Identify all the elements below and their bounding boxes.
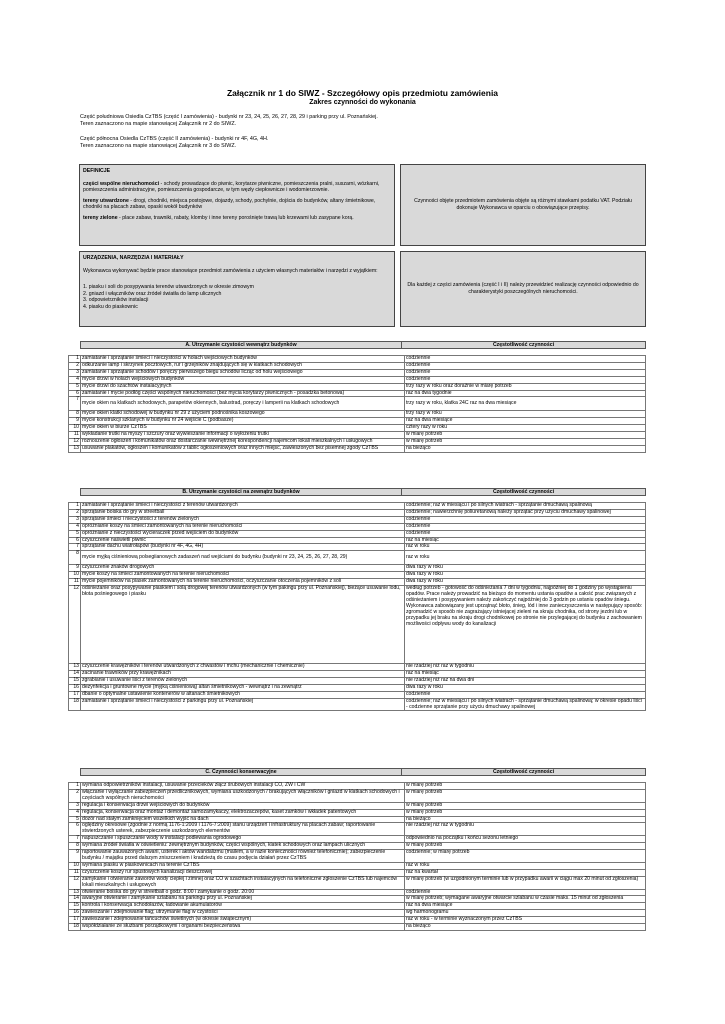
row-frequency: cztery razy w roku <box>405 425 646 432</box>
row-frequency: codziennie <box>405 530 646 537</box>
row-description: mycie drzwi do szachtów instalacyjnych <box>81 383 405 390</box>
row-frequency: w miarę potrzeb <box>405 843 646 850</box>
row-number: 6 <box>69 390 81 397</box>
table-row <box>69 397 646 411</box>
row-description: odśnieżanie oraz posypywanie piaskiem i solą drogowej terenów utwardzonych (w tym pakingu przy ul. Poznańskiej), bieżące usuwanie lodu, błota pośniegowego i piasku <box>81 586 405 664</box>
row-number: 7 <box>69 397 81 411</box>
row-description: regulacja, konserwacja oraz montaż i demontaż samozamykaczy, elektrozaczepów, kaset zamków i wkładek patentowych <box>81 809 405 816</box>
table-row <box>69 418 646 425</box>
row-description: czyszczenie krawężników i terenów utwardzonych z chwastów i mchu (mechanicznie i chemicznie) <box>81 664 405 671</box>
row-description: opróżnianie z nieczystości wycieraczek przed wejściem do budynków <box>81 530 405 537</box>
table-row <box>69 809 646 816</box>
row-frequency: w miarę potrzeb <box>405 802 646 809</box>
equipment-item: 4. piasku do piaskownic <box>83 303 138 310</box>
row-number: 4 <box>69 523 81 530</box>
section-c-title: C. Czynności konserwacyjne <box>81 769 402 775</box>
section-b-title: B. Utrzymanie czystości na zewnątrz budynków <box>81 489 402 495</box>
row-number: 11 <box>69 432 81 439</box>
row-number: 10 <box>69 862 81 869</box>
definition-term: tereny zielone <box>83 214 118 221</box>
row-frequency: trzy razy w roku oraz doraźnie w miarę potrzeb <box>405 383 646 390</box>
table-row <box>69 789 646 802</box>
row-number: 14 <box>69 670 81 677</box>
row-frequency: w miarę potrzeb (w uzgodnionym terminie lub w przypadku awarii w ciągu max 20 minut od zgłoszenia) <box>405 876 646 889</box>
row-description: kontrola i konserwacja schodołazów, ładowanie akumulatorów <box>81 903 405 910</box>
row-description: wymiana piasku w piaskownicach na terenie CzTBS <box>81 862 405 869</box>
row-frequency: nie rzadziej niż raz na dwa dni <box>405 677 646 684</box>
row-frequency: nie rzadziej niż raz w tygodniu <box>405 823 646 836</box>
row-number: 18 <box>69 698 81 711</box>
row-number: 13 <box>69 664 81 671</box>
row-number: 9 <box>69 565 81 572</box>
row-frequency: odpowiednio na początku i końcu sezonu letniego <box>405 836 646 843</box>
row-description: awaryjne otwieranie i zamykanie szlabanu na parkingu przy ul. Poznańskiej <box>81 896 405 903</box>
row-frequency: na bieżąco <box>405 924 646 931</box>
row-description: roznoszenie ogłoszeń i komunikatów oraz dostarczanie wewnętrznej korespondencji najemcom lokali mieszkalnych i usługowych <box>81 439 405 446</box>
row-description: opróżnianie koszy na śmieci zamontowanych na terenie nieruchomości <box>81 523 405 530</box>
row-frequency: w miarę potrzeb <box>405 439 646 446</box>
row-frequency: w miarę potrzeb <box>405 789 646 802</box>
equipment-item: 3. odpowietrzników instalacji <box>83 297 149 304</box>
definition-text: - place zabaw, trawniki, rabaty, klomby i inne tereny porośnięte trawą lub krzewami lub zasypane korą. <box>117 214 354 221</box>
definition-term: tereny utwardzone <box>83 197 129 204</box>
page-subtitle: Zakres czynności do wykonania <box>309 99 416 106</box>
row-description: mycie okien w biurze CzTBS <box>81 425 405 432</box>
intro-line: Teren zaznaczono na mapie stanowiącej Załącznik nr 3 do SIWZ. <box>80 143 237 149</box>
row-frequency: raz w roku - w terminie wyznaczonym przez CzTBS <box>405 917 646 924</box>
row-number: 5 <box>69 383 81 390</box>
row-number: 8 <box>69 551 81 565</box>
row-description: zamiatanie i sprzątanie schodów i poręczy pierwszego biegu schodów licząc od holu wejściowego <box>81 369 405 376</box>
row-number: 1 <box>69 356 81 363</box>
row-frequency: trzy razy w roku <box>405 411 646 418</box>
equipment-text: Wykonawca wykonywać będzie prace stanowiące przedmiot zamówienia z użyciem własnych materiałów i narzędzi z wyjątkiem: <box>83 267 378 274</box>
row-description: napuszczanie i spuszczanie wody w instalacji podlewania ogrodowego <box>81 836 405 843</box>
row-number: 18 <box>69 924 81 931</box>
equipment-heading: URZĄDZENIA, NARZĘDZIA I MATERIAŁY <box>83 255 184 261</box>
table-row <box>69 551 646 565</box>
row-frequency: nie rzadziej niż raz w tygodniu <box>405 664 646 671</box>
row-frequency: wg harmonogramu <box>405 910 646 917</box>
row-description: czyszczenie znaków drogowych <box>81 565 405 572</box>
definitions-box <box>79 164 395 246</box>
parts-note-box <box>400 251 646 327</box>
section-a-freq-header: Częstotliwość czynności <box>492 342 555 348</box>
row-description: włączanie i wyłączanie zabezpieczeń przedlicznikowych, wymiana uszkodzonych / brakujących włączników i gniazd w klatkach schodowych i częściach wspólnych nieruchomości <box>81 789 405 802</box>
row-number: 1 <box>69 783 81 790</box>
row-frequency: codziennie <box>405 376 646 383</box>
page-title: Załącznik nr 1 do SIWZ - Szczegółowy opis przedmiotu zamówienia <box>226 88 499 98</box>
row-description: sprzątanie boiska do gry w streetball <box>81 509 405 516</box>
row-number: 12 <box>69 876 81 889</box>
row-description: zamykanie i otwieranie zaworów wody ciepłej i zimnej oraz CO w szachtach instalacyjnych na telefoniczne zgłoszenie CzTBS lub najemców lokali mieszkalnych i usługowych <box>81 876 405 889</box>
row-description: mycie konstrukcji szklanych w budynku nr 24 wejście C (podbasze) <box>81 418 405 425</box>
row-number: 10 <box>69 425 81 432</box>
row-description: zamiatanie i mycie podłóg części wspólnych nieruchomości (bez mycia korytarzy piwnicznych - posadzka betonowa) <box>81 390 405 397</box>
row-frequency: raz na dwa miesiące <box>405 903 646 910</box>
equipment-box <box>79 251 395 327</box>
row-number: 8 <box>69 843 81 850</box>
row-description: zawieszanie i zdejmowanie tańcuchów świetlnych (w okresie świątecznym) <box>81 917 405 924</box>
row-number: 2 <box>69 362 81 369</box>
row-number: 4 <box>69 809 81 816</box>
row-description: regulacja i konserwacja drzwi wejściowych do budynków <box>81 802 405 809</box>
row-number: 3 <box>69 802 81 809</box>
row-description: zacinanie trawników przy krawężnikach <box>81 670 405 677</box>
row-frequency: codziennie; w miarę potrzeb <box>405 850 646 863</box>
row-number: 13 <box>69 889 81 896</box>
row-frequency: codziennie <box>405 362 646 369</box>
intro-part-1 <box>80 114 378 128</box>
row-description: dbanie o optymalne ustawienie kontenerów w altanach śmietnikowych <box>81 691 405 698</box>
table-row <box>69 586 646 664</box>
row-frequency: według potrzeb - gotowość do odśnieżania 7 dni w tygodniu, najpóźniej do 1 godziny po wystąpieniu opadów. Prace należy prowadzić na bieżąco do momentu ustania opadów a całość prac związanych z odśnieżaniem i posypywaniem należy zakończyć najpóźniej do 3 godzin po ustaniu opadów śniegu. Wykonawca zabowiązany jest uprzątnąć błoto, śnieg, lód i inne zanieczyszczenia w następujący sposób: zgromadzić w sposób nie zagrażający istniejącej zieleni na skraju chodnika, od strony jezdni lub w przypadku jej braku na skraju drogi chodnikowej po stronie nie przylegającej do budynku z zachowaniem możliwości odpływu wody do kanalizacji <box>405 586 646 664</box>
row-description: wymiana odpowietrzników instalacji, usuwanie przecieków złącz śrubowych instalacji CO, ZW i CW <box>81 783 405 790</box>
row-number: 16 <box>69 684 81 691</box>
row-description: zamiatanie i sprzątanie śmieci i nieczystości w holach wejściowych budynków <box>81 356 405 363</box>
row-description: czyszczenie naświetli piwnic <box>81 537 405 544</box>
vat-note-box <box>400 164 646 246</box>
row-frequency: codziennie; raz w miesiącu i po silnych wiatrach - sprzątanie dmuchawą spalinową; w okresie opadu liści - codzienne sprzątanie przy użyciu dmuchawy spalinowej <box>405 698 646 711</box>
row-frequency: codziennie <box>405 356 646 363</box>
row-description: otwieranie boiska do gry w streetball o godz. 8:00 i zamykanie o godz. 20:00 <box>81 889 405 896</box>
equipment-item: 2. gniazd i włączników oraz źródeł światła do lamp ulicznych <box>83 290 222 297</box>
row-frequency: dwa razy w roku <box>405 572 646 579</box>
table-row <box>69 698 646 711</box>
row-frequency: raz w roku <box>405 862 646 869</box>
row-frequency: w miarę potrzeb <box>405 432 646 439</box>
row-number: 14 <box>69 896 81 903</box>
row-description: sprzątanie dachu wiatrołapów (budynki nr 4F, 4G, 4H) <box>81 544 405 551</box>
row-number: 9 <box>69 418 81 425</box>
row-number: 7 <box>69 836 81 843</box>
section-c-header <box>80 768 646 776</box>
row-description: usuwanie plakatów, ogłoszeń i komunikatów z tablic ogłoszeniowych oraz innych miejsc, zawieszonych bez pisemnej zgody CzTBS <box>81 445 405 452</box>
row-number: 10 <box>69 572 81 579</box>
row-frequency: raz na kwartał <box>405 869 646 876</box>
row-description: raportowanie zauważonych awarii, usterek i aktów wandalizmu (mailem, a w razie konieczności również telefonicznie); zabezpieczenie budynku / majątku przed dalszym zniszczeniem i kradzieżą do czasu podjęcia działań przez CzTBS <box>81 850 405 863</box>
row-description: dozór nad stałym zamknięciem wszelkich wyjść na dach <box>81 816 405 823</box>
row-description: wykładanie trutki na myszy i szczury oraz wywieszanie informacji o wyłożeniu trutki <box>81 432 405 439</box>
row-description: dezynfekcja i gruntowne mycie (myjką ciśnieniową) altan śmietnikowych - wewnątrz i na zewnątrz <box>81 684 405 691</box>
row-number: 7 <box>69 544 81 551</box>
row-frequency: codziennie; raz w miesiącu i po silnych wiatrach - sprzątanie dmuchawą spalinową <box>405 503 646 510</box>
row-frequency: w miarę potrzeb <box>405 783 646 790</box>
vat-note: Czynności objęte przedmiotem zamówienia objęte są różnymi stawkami podatku VAT. Podziału dokonuje Wykonawca w oparciu o obowiązujące przepisy. <box>414 198 632 211</box>
row-frequency: raz w roku <box>405 551 646 565</box>
row-frequency: raz na miesiąc <box>405 537 646 544</box>
row-frequency: dwa razy w roku <box>405 684 646 691</box>
row-frequency: raz w roku <box>405 544 646 551</box>
section-b-table <box>68 502 646 711</box>
section-c-freq-header: Częstotliwość czynności <box>492 769 555 775</box>
row-frequency: na bieżąco <box>405 445 646 452</box>
definition-item <box>83 181 391 194</box>
row-description: zgrabianie i usuwanie liści z terenów zielonych <box>81 677 405 684</box>
row-number: 3 <box>69 369 81 376</box>
table-row <box>69 850 646 863</box>
section-a-table <box>68 355 646 453</box>
row-number: 6 <box>69 823 81 836</box>
equipment-item: 1. piasku i soli do posypywania terenów utwardzonych w okresie zimowym <box>83 284 254 291</box>
section-a-title: A. Utrzymanie czystości wewnątrz budynków <box>81 342 402 348</box>
section-a-header <box>80 341 646 349</box>
row-number: 5 <box>69 530 81 537</box>
row-description: zamiatanie i sprzątanie śmieci i nieczystości z parkingu przy ul. Poznańskiej <box>81 698 405 711</box>
table-row <box>69 390 646 397</box>
table-row <box>69 924 646 931</box>
section-b-header <box>80 488 646 496</box>
row-description: mycie okien na klatkach schodowych, parapetów okiennych, balustrad, poręczy i lamperii na klatkach schodowych <box>81 397 405 411</box>
row-frequency: raz na dwa tygodnie <box>405 390 646 397</box>
row-frequency: codziennie <box>405 516 646 523</box>
table-row <box>69 544 646 551</box>
row-number: 8 <box>69 411 81 418</box>
definition-text: - schody prowadzące do piwnic, korytarze piwniczne, pomieszczenia pralni, suszarni, wózkarni, pomieszczenia administracyjne, pomieszczenia gospodarcze, w tym węzły ciepłownicze i wodomierzownie. <box>83 180 380 194</box>
row-description: mycie drzwi w holach wejściowych budynków <box>81 376 405 383</box>
row-frequency: codziennie <box>405 523 646 530</box>
row-number: 9 <box>69 850 81 863</box>
row-description: oględziny okresowe (zgodnie z normą 1176-1:2009 i 1176-7:2009) stanu urządzeń i infrastruktury na placach zabaw; raportowanie stwierdzonych usterek, zabezpieczenie uszkodzonych elementów <box>81 823 405 836</box>
row-frequency: dwa razy w roku <box>405 579 646 586</box>
row-frequency: raz na dwa miesiące <box>405 418 646 425</box>
row-description: zamiatanie i sprzątanie śmieci i nieczystości z terenów utwardzonych <box>81 503 405 510</box>
table-row <box>69 823 646 836</box>
row-frequency: codziennie <box>405 369 646 376</box>
definition-term: części wspólne nieruchomości <box>83 180 160 187</box>
row-number: 17 <box>69 691 81 698</box>
row-frequency: raz na miesiąc <box>405 670 646 677</box>
row-number: 3 <box>69 516 81 523</box>
row-number: 11 <box>69 869 81 876</box>
definitions-heading: DEFINICJE <box>83 168 111 174</box>
row-number: 17 <box>69 917 81 924</box>
row-description: wymiana źródeł światła w oświetleniu: zewnętrznym budynków, części wspólnych, klatek schodowych oraz lampach ulicznych <box>81 843 405 850</box>
row-frequency: w miarę potrzeb; wymagane awaryjne otwarcie szlabanu w czasie maks. 15 minut od zgłoszenia <box>405 896 646 903</box>
row-number: 16 <box>69 910 81 917</box>
row-description: mycie okien klatki schodowej w budynku nr 29 z użyciem podnośnika koszowego <box>81 411 405 418</box>
row-description: mycie koszy na śmieci zamontowanych na terenie nieruchomości <box>81 572 405 579</box>
table-row <box>69 876 646 889</box>
row-number: 11 <box>69 579 81 586</box>
row-number: 13 <box>69 445 81 452</box>
row-description: odkurzanie lamp i skrzynek pocztowych, rur i grzejników znajdujących się w klatkach schodowych <box>81 362 405 369</box>
intro-part-2 <box>80 136 268 150</box>
row-frequency: w miarę potrzeb <box>405 809 646 816</box>
row-description: czyszczenie koszy rur spustowych kanalizacji deszczowej <box>81 869 405 876</box>
row-number: 15 <box>69 677 81 684</box>
table-row <box>69 445 646 452</box>
row-description: mycie pojemników na piasek zamontowanych na terenie nieruchomości, oczyszczanie otoczenia pojemników z soli <box>81 579 405 586</box>
table-row <box>69 383 646 390</box>
equipment-list <box>83 284 391 310</box>
intro-line: Część północna Osiedla CzTBS (część II zamówienia) - budynki nr 4F, 4G, 4H. <box>80 136 269 142</box>
row-number: 5 <box>69 816 81 823</box>
row-number: 2 <box>69 509 81 516</box>
definition-item <box>83 215 391 222</box>
row-frequency: na bieżąco <box>405 816 646 823</box>
row-description: mycie myjką ciśnieniową polsegiianowych zadaszeń nad wejściami do budynku (budynki nr 23, 24, 25, 26, 27, 28, 29) <box>81 551 405 565</box>
row-frequency: trzy razy w roku, klatka 24C raz na dwa miesiące <box>405 397 646 411</box>
row-frequency: codziennie <box>405 691 646 698</box>
section-b-freq-header: Częstotliwość czynności <box>492 489 555 495</box>
definition-item <box>83 198 391 211</box>
row-number: 6 <box>69 537 81 544</box>
intro-line: Teren zaznaczono na mapie stanowiącej Załącznik nr 2 do SIWZ. <box>80 121 237 127</box>
row-number: 2 <box>69 789 81 802</box>
row-number: 15 <box>69 903 81 910</box>
row-number: 1 <box>69 503 81 510</box>
row-description: sprzątanie śmieci i nieczystości z terenów zielonych <box>81 516 405 523</box>
table-row <box>69 530 646 537</box>
row-number: 12 <box>69 586 81 664</box>
row-frequency: codziennie; nawierzchnię poliuretanową należy sprzątać przy użyciu dmuchawy spalinowej <box>405 509 646 516</box>
definition-text: - drogi, chodniki, miejsca postojowe, dojazdy, schody, pochylnie, dojścia do budynków, altany śmietnikowe, chodniki na placach zabaw, opaski wokół budynków <box>83 197 376 211</box>
row-frequency: codziennie <box>405 889 646 896</box>
row-description: zawieszanie i zdejmowanie flag; utrzymanie flag w czystości <box>81 910 405 917</box>
row-frequency: dwa razy w roku <box>405 565 646 572</box>
row-description: współdziałanie ze służbami porządkowymi i organami bezpieczeństwa <box>81 924 405 931</box>
row-number: 12 <box>69 439 81 446</box>
parts-note: Dla każdej z części zamówienia (część I i II) należy przewidzieć realizację czynności odpowiednio do charakterystyki poszczególnych nieruchomości. <box>407 282 639 295</box>
intro-line: Część południowa Osiedla CzTBS (część I zamówienia) - budynki nr 23, 24, 25, 26, 27, 28, 29 i parking przy ul. Poznańskiej. <box>80 114 378 120</box>
row-number: 4 <box>69 376 81 383</box>
section-c-table <box>68 782 646 931</box>
